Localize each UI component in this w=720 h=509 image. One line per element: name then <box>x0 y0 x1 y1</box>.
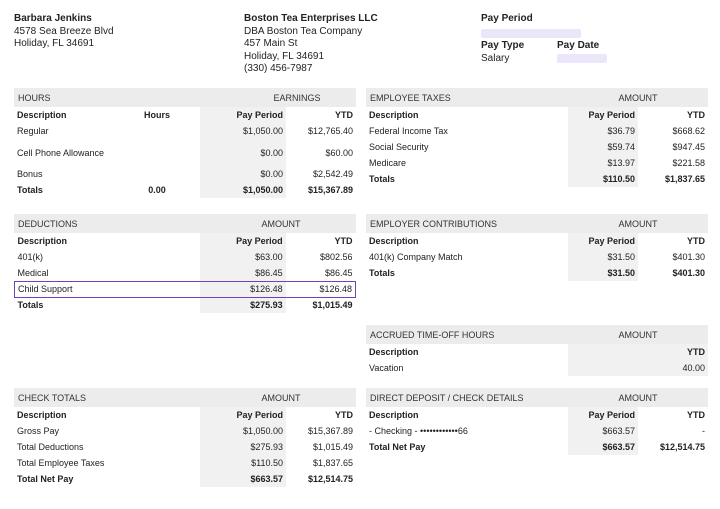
row-description: Total Deductions <box>17 442 84 452</box>
row-pay-period: $86.45 <box>200 265 286 281</box>
totals-pay-period: $663.57 <box>568 439 638 455</box>
amount-label: AMOUNT <box>618 329 658 340</box>
totals-row <box>366 265 708 281</box>
table-row <box>14 139 356 166</box>
row-ytd: 40.00 <box>568 360 708 376</box>
col-description: Description <box>17 236 68 246</box>
totals-label: Totals <box>369 174 395 184</box>
row-ytd: $401.30 <box>672 252 705 262</box>
row-description: Cell Phone Allowance <box>17 147 105 158</box>
accrued-time-off-panel <box>366 325 708 376</box>
row-description: Total Employee Taxes <box>17 458 105 468</box>
pay-period-redaction <box>481 29 581 38</box>
deductions-title: DEDUCTIONS <box>18 218 78 229</box>
totals-pay-period: $110.50 <box>568 171 638 187</box>
totals-ytd: $15,367.89 <box>307 185 353 195</box>
row-ytd: - <box>702 426 705 436</box>
totals-label: Totals <box>369 268 395 278</box>
totals-ytd: $1,837.65 <box>664 174 705 184</box>
row-pay-period: $59.74 <box>568 139 638 155</box>
company-address-line1: 457 Main St <box>244 38 298 49</box>
row-ytd: $60.00 <box>325 147 353 158</box>
col-description: Description <box>369 236 419 246</box>
row-ytd: $2,542.49 <box>312 169 353 179</box>
table-row <box>366 249 708 265</box>
deductions-header-row <box>15 233 356 249</box>
totals-ytd: $1,015.49 <box>312 300 353 311</box>
totals-pay-period: $1,050.00 <box>200 182 286 198</box>
employee-address-line2: Holiday, FL 34691 <box>14 38 95 49</box>
totals-label: Totals <box>17 300 44 311</box>
totals-pay-period: $275.93 <box>200 297 286 313</box>
totals-label: Total Net Pay <box>17 474 74 484</box>
row-pay-period: $63.00 <box>200 249 286 265</box>
employer-contributions-title: EMPLOYER CONTRIBUTIONS <box>370 218 498 229</box>
totals-pay-period: $663.57 <box>200 471 286 487</box>
row-hours <box>114 166 200 182</box>
amount-label: AMOUNT <box>618 92 658 103</box>
hours-title: HOURS <box>18 92 51 103</box>
row-description: 401(k) Company Match <box>369 252 463 262</box>
table-row <box>15 265 356 281</box>
pay-info <box>481 13 711 73</box>
row-pay-period: $1,050.00 <box>200 423 286 439</box>
check-totals-header-row <box>14 407 356 423</box>
hours-table <box>14 107 356 198</box>
row-ytd: $221.58 <box>672 158 705 168</box>
totals-label: Totals <box>17 185 43 195</box>
company-dba: DBA Boston Tea Company <box>244 25 363 37</box>
amount-label: AMOUNT <box>618 218 658 229</box>
col-ytd: YTD <box>335 410 353 420</box>
table-row <box>15 249 356 265</box>
col-pay-period: Pay Period <box>568 107 638 123</box>
employee-taxes-title: EMPLOYEE TAXES <box>370 92 451 103</box>
totals-row <box>366 439 708 455</box>
row-description: Bonus <box>17 169 43 179</box>
table-row <box>14 166 356 182</box>
deductions-table <box>14 233 356 313</box>
company-info <box>244 13 378 76</box>
employer-contributions-header-row <box>366 233 708 249</box>
table-row <box>366 139 708 155</box>
row-ytd: $802.56 <box>319 252 353 262</box>
employer-contributions-band <box>366 214 708 233</box>
col-description: Description <box>17 110 67 120</box>
hours-band <box>14 88 356 107</box>
col-ytd: YTD <box>334 236 353 246</box>
row-description: Social Security <box>369 142 429 152</box>
accrued-title: ACCRUED TIME-OFF HOURS <box>370 329 495 340</box>
amount-label: AMOUNT <box>261 218 301 229</box>
col-ytd: YTD <box>687 110 705 120</box>
earnings-label: EARNINGS <box>273 92 321 103</box>
table-row <box>14 123 356 139</box>
employer-contributions-table <box>366 233 708 281</box>
totals-hours: 0.00 <box>148 185 166 195</box>
row-ytd: $668.62 <box>672 126 705 136</box>
col-pay-period: Pay Period <box>568 407 638 423</box>
employer-contributions-panel <box>366 214 708 281</box>
pay-type-label: Pay Type <box>481 40 525 51</box>
direct-deposit-panel <box>366 388 708 455</box>
employee-info <box>14 13 114 51</box>
row-ytd: $12,765.40 <box>307 126 353 136</box>
row-ytd: $947.45 <box>672 142 705 152</box>
table-row <box>366 360 708 376</box>
row-pay-period: $0.00 <box>200 166 286 182</box>
row-pay-period: $110.50 <box>200 455 286 471</box>
employee-taxes-band <box>366 88 708 107</box>
col-description: Description <box>369 347 419 357</box>
amount-label: AMOUNT <box>261 392 301 403</box>
direct-deposit-table <box>366 407 708 455</box>
col-ytd: YTD <box>687 236 705 246</box>
row-ytd: $15,367.89 <box>307 426 353 436</box>
row-ytd: $1,015.49 <box>312 442 353 452</box>
company-phone: (330) 456-7987 <box>244 63 313 74</box>
check-totals-title: CHECK TOTALS <box>18 392 87 403</box>
deductions-panel <box>14 214 356 313</box>
totals-ytd: $12,514.75 <box>307 474 353 484</box>
company-name: Boston Tea Enterprises LLC <box>244 13 378 24</box>
accrued-table <box>366 344 708 376</box>
col-ytd: YTD <box>687 410 705 420</box>
row-pay-period: $126.48 <box>200 281 286 297</box>
totals-row <box>15 297 356 313</box>
totals-ytd: $12,514.75 <box>659 442 705 452</box>
col-pay-period: Pay Period <box>200 107 286 123</box>
check-totals-band <box>14 388 356 407</box>
pay-date-redaction <box>557 54 607 63</box>
employee-taxes-header-row <box>366 107 708 123</box>
accrued-header-row <box>366 344 708 360</box>
direct-deposit-header-row <box>366 407 708 423</box>
row-ytd: $1,837.65 <box>312 458 353 468</box>
employee-taxes-table <box>366 107 708 187</box>
row-description: 401(k) <box>17 252 44 262</box>
row-pay-period: $663.57 <box>568 423 638 439</box>
row-pay-period: $31.50 <box>568 249 638 265</box>
row-pay-period: $36.79 <box>568 123 638 139</box>
employee-address-line1: 4578 Sea Breeze Blvd <box>14 25 114 37</box>
row-description: Child Support <box>15 281 200 297</box>
row-pay-period: $275.93 <box>200 439 286 455</box>
row-description: Regular <box>17 126 49 136</box>
totals-pay-period: $31.50 <box>568 265 638 281</box>
table-row <box>14 455 356 471</box>
table-row <box>14 423 356 439</box>
direct-deposit-title: DIRECT DEPOSIT / CHECK DETAILS <box>370 392 524 403</box>
accrued-band <box>366 325 708 344</box>
totals-row <box>14 182 356 198</box>
row-pay-period: $1,050.00 <box>200 123 286 139</box>
row-description: Medical <box>17 267 49 278</box>
row-ytd: $86.45 <box>324 267 353 278</box>
table-row <box>366 155 708 171</box>
col-pay-period: Pay Period <box>568 233 638 249</box>
check-totals-table <box>14 407 356 487</box>
amount-label: AMOUNT <box>618 392 658 403</box>
row-ytd: $126.48 <box>286 281 356 297</box>
row-hours <box>114 139 200 166</box>
table-row <box>366 423 708 439</box>
col-ytd: YTD <box>335 110 353 120</box>
totals-ytd: $401.30 <box>672 268 705 278</box>
row-pay-period: $13.97 <box>568 155 638 171</box>
totals-label: Total Net Pay <box>369 442 426 452</box>
row-description: Vacation <box>369 363 404 373</box>
col-hours: Hours <box>143 110 170 120</box>
col-ytd: YTD <box>568 344 708 360</box>
pay-period-label: Pay Period <box>481 13 533 24</box>
row-description: Federal Income Tax <box>369 126 448 136</box>
row-description: Medicare <box>369 158 407 168</box>
row-hours <box>114 123 200 139</box>
direct-deposit-band <box>366 388 708 407</box>
table-row-child-support-highlighted <box>15 281 356 297</box>
table-row <box>14 439 356 455</box>
col-description: Description <box>369 410 419 420</box>
totals-row <box>14 471 356 487</box>
table-row <box>366 123 708 139</box>
row-pay-period: $0.00 <box>200 139 286 166</box>
col-description: Description <box>369 110 419 120</box>
totals-row <box>366 171 708 187</box>
pay-type-value: Salary <box>481 53 510 64</box>
deductions-band <box>14 214 356 233</box>
company-address-line2: Holiday, FL 34691 <box>244 50 325 62</box>
check-totals-panel <box>14 388 356 487</box>
col-pay-period: Pay Period <box>200 407 286 423</box>
col-description: Description <box>17 410 67 420</box>
employee-taxes-panel <box>366 88 708 187</box>
hours-header-row <box>14 107 356 123</box>
col-pay-period: Pay Period <box>200 233 286 249</box>
row-description: Gross Pay <box>17 426 60 436</box>
pay-date-label: Pay Date <box>557 40 600 51</box>
employee-name: Barbara Jenkins <box>14 13 92 24</box>
row-description: - Checking - ••••••••••••66 <box>369 426 468 436</box>
hours-earnings-panel <box>14 88 356 198</box>
